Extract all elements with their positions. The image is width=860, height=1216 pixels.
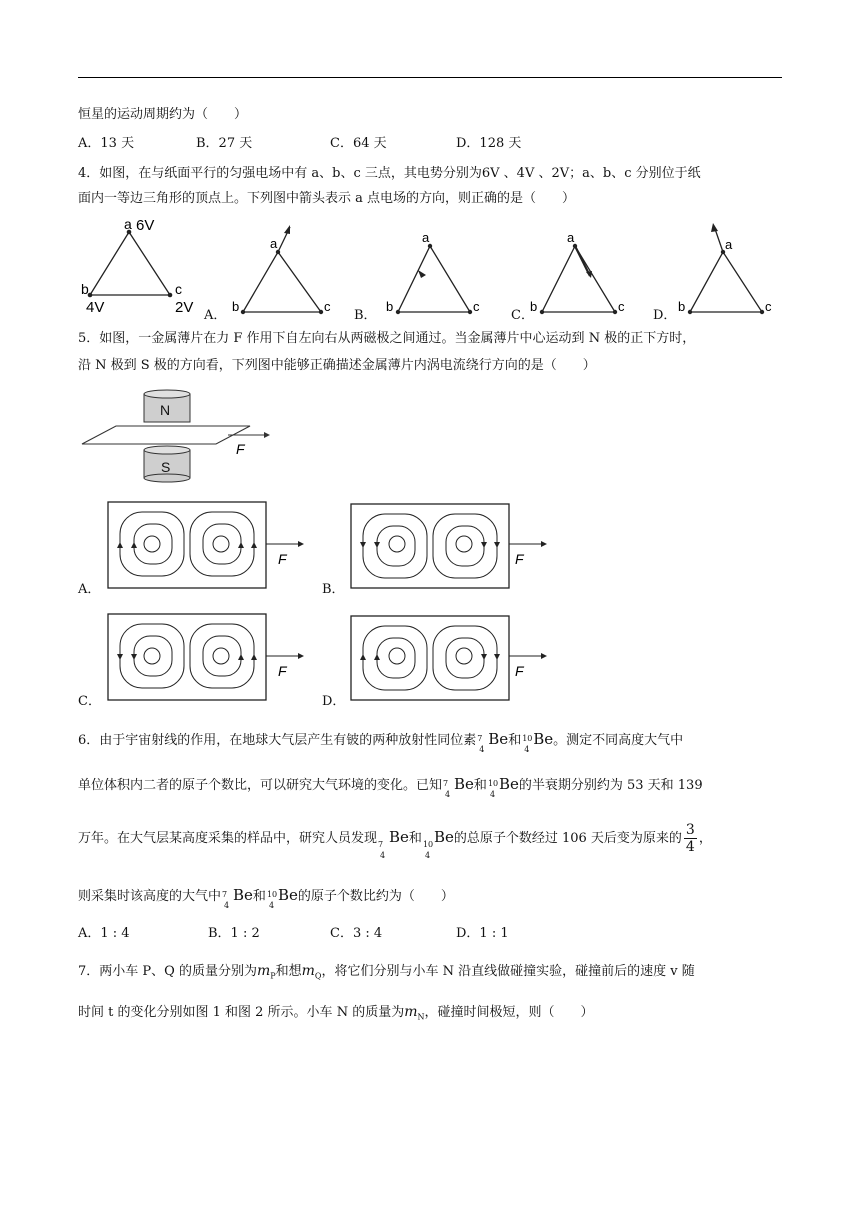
q7-line-1: 7．两小车 P、Q 的质量分别为$m_P$和想$m_Q$，将它们分别与小车 N 沿直线做碰撞实验，碰撞前后的速度 v 随 <box>78 963 695 981</box>
q3-option-d: D．128 天 <box>456 136 522 151</box>
svg-text:4V: 4V <box>86 299 105 316</box>
n-magnet <box>144 390 190 422</box>
header-rule <box>78 77 782 78</box>
q6-line-4: 则采集时该高度的大气中 7 4 Be和 10 4 Be的原子个数比约为（ ） <box>78 886 454 910</box>
svg-text:6V: 6V <box>136 217 155 234</box>
q5-option-c-figure <box>102 610 312 710</box>
q5-option-b-figure <box>345 498 555 598</box>
svg-text:S: S <box>161 459 171 475</box>
q5-option-a-figure <box>102 498 312 598</box>
q4-reference-triangle <box>81 216 193 316</box>
q5-line-1: 5．如图，一金属薄片在力 F 作用下自左向右从两磁极之间通过。当金属薄片中心运动到 N 极的正下方时， <box>78 331 696 346</box>
q6-option-a: A．1 : 4 <box>78 926 130 941</box>
svg-text:F: F <box>515 551 524 567</box>
q3-option-b: B．27 天 <box>196 136 253 151</box>
q5-option-d-figure <box>345 610 555 710</box>
svg-text:F: F <box>236 441 245 457</box>
q5-option-b-label: B． <box>322 582 345 597</box>
svg-text:b: b <box>530 299 538 314</box>
q3-options <box>78 135 521 153</box>
svg-text:c: c <box>324 299 331 314</box>
q7-line-2: 时间 t 的变化分别如图 1 和图 2 所示。小车 N 的质量为$m_N$，碰撞时间极短，则（ ） <box>78 1004 594 1022</box>
q4-option-b-label: B． <box>354 308 377 323</box>
svg-text:F: F <box>278 551 287 567</box>
svg-text:a: a <box>124 216 132 232</box>
svg-text:c: c <box>765 299 772 314</box>
q6-line-2: 单位体积内二者的原子个数比，可以研究大气环境的变化。已知 7 4 Be和 10 4 Be的半衰期分别约为 53 天和 139 <box>78 775 703 799</box>
q4-option-d-label: D． <box>653 308 677 323</box>
q3-tail: 恒星的运动周期约为（ ） <box>78 107 248 122</box>
q4-option-d-figure <box>678 223 772 314</box>
svg-text:c: c <box>473 299 480 314</box>
metal-plate <box>82 426 250 444</box>
svg-text:b: b <box>81 281 89 297</box>
q3-option-a: A．13 天 <box>78 136 135 151</box>
svg-text:a: a <box>422 230 430 245</box>
q6-option-c: C．3 : 4 <box>330 926 383 941</box>
q4-line-2: 面内一等边三角形的顶点上。下列图中箭头表示 a 点电场的方向，则正确的是（ ） <box>78 191 576 206</box>
q4-figures <box>78 212 788 322</box>
be7-isotope: 7 4 <box>477 733 485 754</box>
q5-magnet-figure <box>78 388 278 488</box>
q6-line-3: 万年。在大气层某高度采集的样品中，研究人员发现 7 4 Be和 10 4 Be的总原子个数经过 106 天后变为原来的 $\frac{3}{4}$ ， <box>78 822 712 860</box>
be10-isotope: 10 4 <box>522 733 533 754</box>
s-magnet <box>144 446 190 482</box>
q4-option-a-figure <box>232 225 331 314</box>
q6-option-d: D．1 : 1 <box>456 926 509 941</box>
svg-text:c: c <box>618 299 625 314</box>
svg-text:c: c <box>175 281 182 297</box>
svg-text:F: F <box>515 663 524 679</box>
svg-text:a: a <box>567 230 575 245</box>
q3-option-c: C．64 天 <box>330 136 387 151</box>
q5-option-c-label: C． <box>78 694 101 709</box>
fraction-three-quarters: $\frac{3}{4}$ <box>685 822 695 855</box>
q6-options <box>78 925 509 943</box>
svg-text:2V: 2V <box>175 299 194 316</box>
svg-text:F: F <box>278 663 287 679</box>
svg-text:N: N <box>160 402 171 418</box>
q5-option-a-label: A． <box>78 582 101 597</box>
q6-line-1: 6．由于宇宙射线的作用，在地球大气层产生有铍的两种放射性同位素 7 4 Be和 10 4 Be。测定不同高度大气中 <box>78 730 684 754</box>
q4-option-c-figure <box>530 230 625 314</box>
q4-option-b-figure <box>386 230 480 314</box>
svg-text:a: a <box>725 237 733 252</box>
q4-option-c-label: C． <box>511 308 534 323</box>
q6-option-b: B．1 : 2 <box>208 926 260 941</box>
q5-line-2: 沿 N 极到 S 极的方向看，下列图中能够正确描述金属薄片内涡电流绕行方向的是（ ） <box>78 358 596 373</box>
svg-text:b: b <box>386 299 394 314</box>
q5-option-d-label: D． <box>322 694 346 709</box>
q4-line-1: 4．如图，在与纸面平行的匀强电场中有 a、b、c 三点，其电势分别为6V 、4V 、2V；a、b、c 分别位于纸 <box>78 166 701 181</box>
svg-text:b: b <box>232 299 240 314</box>
q4-option-a-label: A． <box>204 308 227 323</box>
svg-text:b: b <box>678 299 686 314</box>
svg-text:a: a <box>270 236 278 251</box>
